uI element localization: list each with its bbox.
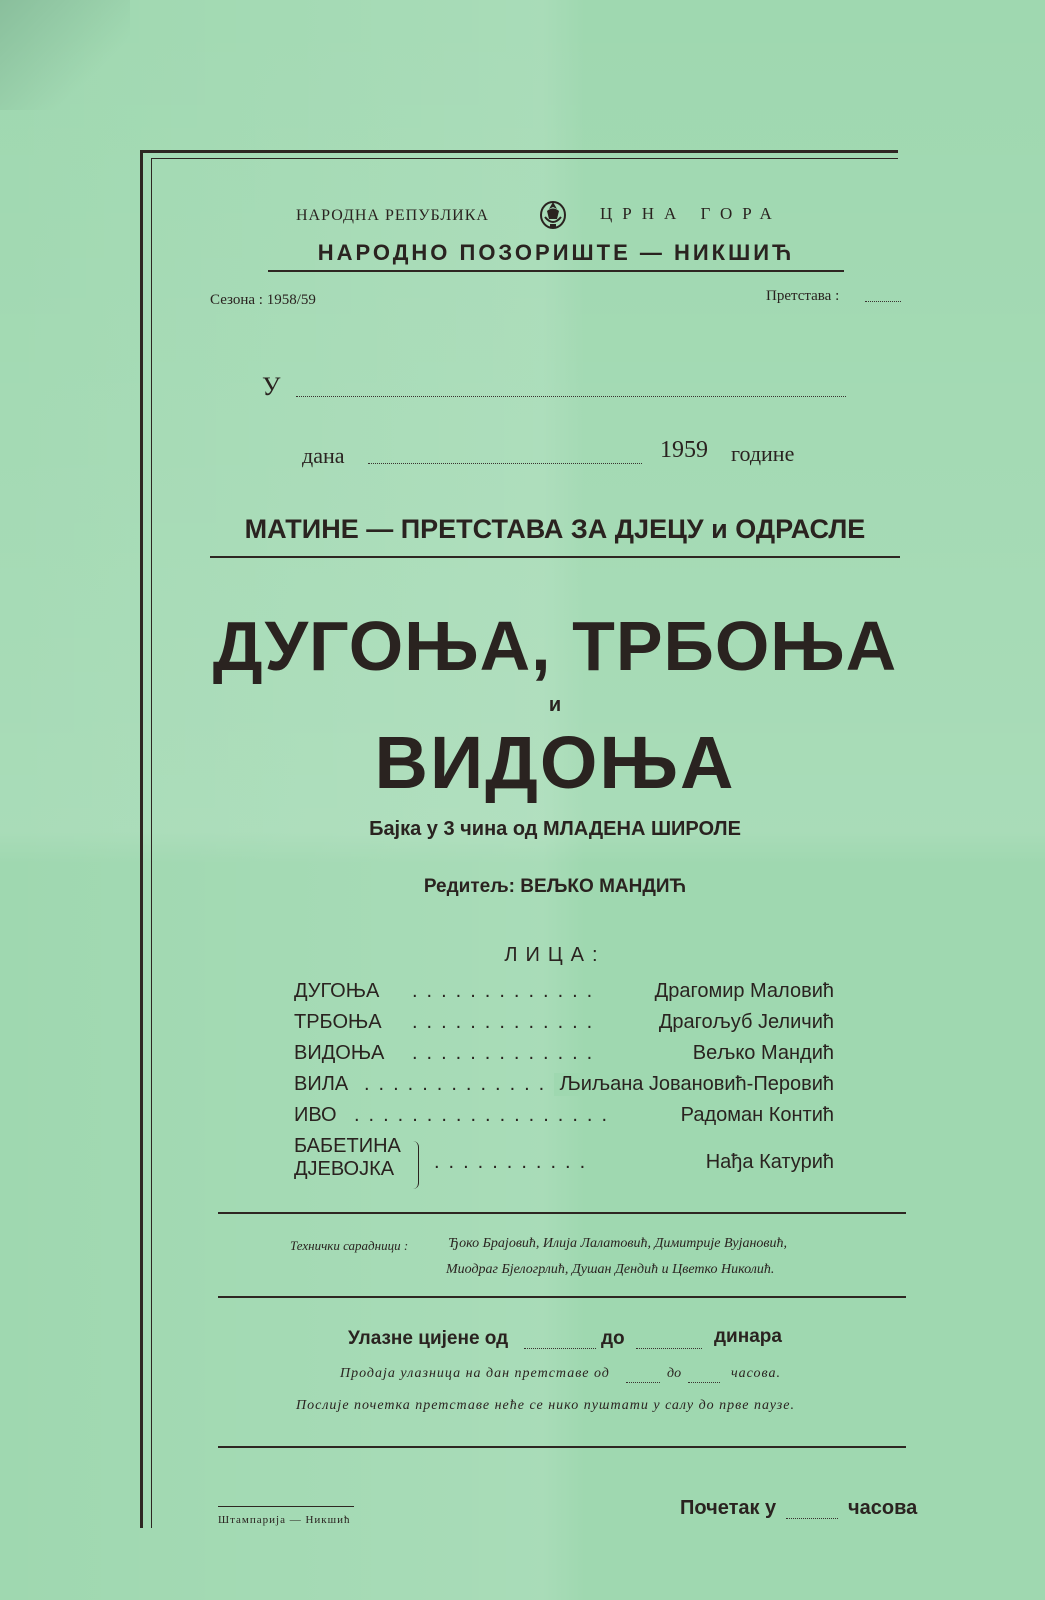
cast-leader: ............. [364,1073,554,1095]
sale-from-blank [626,1376,660,1383]
cast-row [294,1042,834,1073]
cast-role [294,1135,401,1181]
cast-actor: Радоман Контић [675,1104,834,1127]
divider [218,1296,906,1298]
performance-label: Претстава : [766,288,840,304]
cast-leader: ............. [412,1011,602,1033]
play-subtitle: Бајка у 3 чина од МЛАДЕНА ШИРОЛЕ [369,818,741,840]
matinee-heading: МАТИНЕ — ПРЕТСТАВА ЗА ДЈЕЦУ и ОДРАСЛЕ [244,514,866,544]
theatre-underline [268,270,844,272]
frame-border-top [140,150,898,153]
cast-leader: ............. [412,980,602,1002]
cast-role: ДУГОЊА [294,980,380,1002]
theatre-name: НАРОДНО ПОЗОРИШТЕ — НИКШИЋ [317,240,795,265]
cast-role-line1: БАБЕТИНА [294,1135,401,1157]
cast-leader: ............. [412,1042,602,1064]
price-to-label: до [601,1328,625,1349]
frame-border-left-inner [151,158,152,1528]
cast-role: ТРБОЊА [294,1011,382,1033]
play-title-line2: ВИДОЊА [374,721,736,804]
sale-label: Продаја улазница на дан претставе од [340,1366,610,1381]
start-blank [786,1510,838,1519]
printer-credit: Штампарија — Никшић [218,1514,351,1526]
technical-names-line1: Ђоко Брајовић, Илија Лалатовић, Димитрије Вујановић, [448,1236,787,1251]
date-year-word: године [731,441,795,466]
divider [218,1212,906,1214]
sale-to-label: до [667,1366,682,1381]
technical-label: Технички сарадници : [290,1238,409,1253]
divider [218,1446,906,1448]
season [210,292,316,309]
date-label: дана [302,443,345,468]
late-entry-notice: Послије почетка претставе неће се нико пуштати у салу до прве паузе. [296,1398,795,1413]
price-currency: динара [714,1326,782,1347]
venue-label: У [262,372,281,401]
cast-actor: Љиљана Јовановић-Перовић [554,1073,834,1096]
start-label: Почетак у [680,1497,777,1519]
cast-row [294,1104,834,1135]
venue-blank [296,386,846,397]
cast-role-line2: ДЈЕВОЈКА [294,1158,395,1180]
date-year: 1959 [660,437,708,463]
cast-heading: ЛИЦА: [504,944,606,966]
matinee-underline [210,556,900,558]
performance-blank [865,291,901,302]
cast-row [294,1073,834,1104]
technical-names-line2: Миодраг Бјелогрлић, Душан Дендић и Цветко Николић. [446,1262,775,1277]
director: Редитељ: ВЕЉКО МАНДИЋ [423,876,687,897]
play-title-and: и [548,694,562,716]
price-to-blank [636,1340,702,1349]
date-blank [368,451,642,464]
cast-actor: Нађа Катурић [700,1151,834,1174]
season-value: 1958/59 [266,292,316,308]
season-label: Сезона : [210,292,263,308]
header-republic: НАРОДНА РЕПУБЛИКА [296,207,489,224]
cast-role: ВИДОЊА [294,1042,385,1064]
cast-leader: ........... [434,1151,595,1173]
header-state: ЦРНА ГОРА [600,204,782,223]
cast-role: ВИЛА [294,1073,349,1095]
paper-fold [0,0,130,110]
cast-leader: .................. [354,1104,617,1126]
frame-border-top-inner [151,158,898,159]
cast-brace [412,1141,419,1189]
cast-actor: Вељко Мандић [687,1042,834,1065]
cast-row [294,1135,834,1197]
cast-role: ИВО [294,1104,337,1126]
price-from-label: Улазне цијене од [348,1328,509,1349]
price-from-blank [524,1340,596,1349]
start-hours-label: часова [848,1497,918,1519]
sale-to-blank [688,1376,720,1383]
printer-rule [218,1506,354,1507]
sale-hours-label: часова. [731,1366,782,1381]
play-title-line1: ДУГОЊА, ТРБОЊА [212,607,898,685]
cast-list [294,980,834,1197]
cast-row [294,1011,834,1042]
cast-actor: Драгомир Маловић [649,980,834,1003]
frame-border-left [140,150,143,1528]
cast-actor: Драгољуб Јеличић [653,1011,834,1034]
cast-row [294,980,834,1011]
coat-of-arms-icon [538,197,568,231]
